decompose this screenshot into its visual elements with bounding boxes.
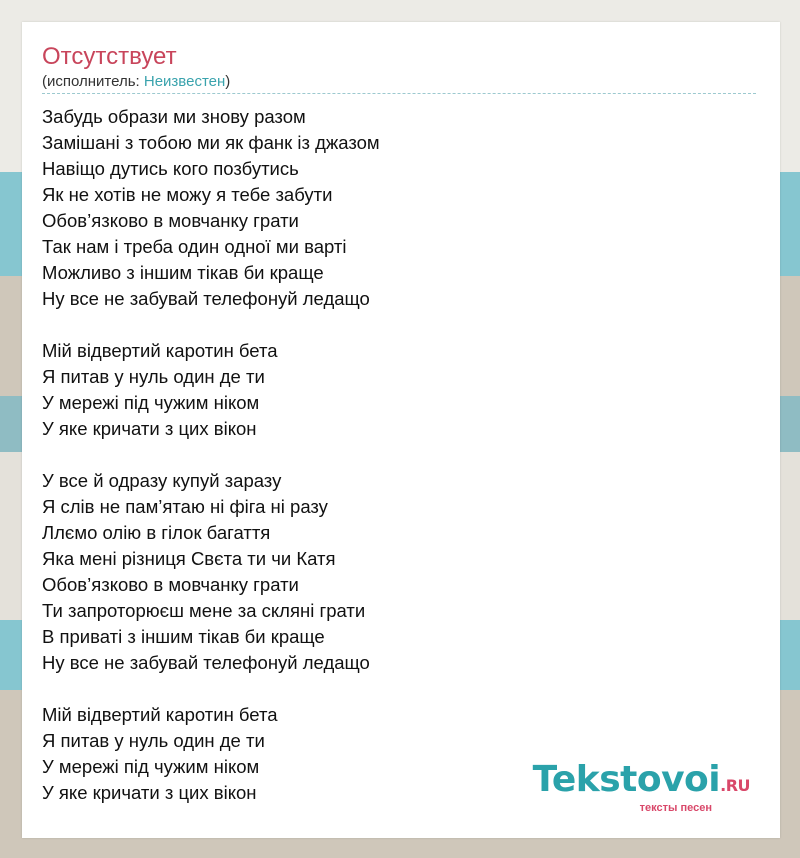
lyric-line: Можливо з іншим тікав би краще	[42, 262, 324, 283]
lyric-line: У все й одразу купуй заразу	[42, 470, 282, 491]
artist-prefix: (исполнитель:	[42, 73, 144, 90]
lyric-line: Забудь образи ми знову разом	[42, 106, 306, 127]
lyric-blank-line	[42, 442, 380, 468]
lyric-line: Як не хотів не можу я тебе забути	[42, 184, 333, 205]
lyric-line: У мережі під чужим ніком	[42, 756, 260, 777]
lyric-line: Навіщо дутись кого позбутись	[42, 158, 299, 179]
lyric-line: Ллємо олію в гілок багаття	[42, 522, 271, 543]
lyric-line: Я питав у нуль один де ти	[42, 730, 265, 751]
lyric-line: У мережі під чужим ніком	[42, 392, 260, 413]
lyric-line: Так нам і треба один одної ми варті	[42, 236, 347, 257]
title-divider	[42, 93, 756, 94]
song-title: Отсутствует	[42, 43, 177, 70]
logo-wordmark: Tekstovoi	[532, 759, 721, 800]
lyric-line: Обов’язково в мовчанку грати	[42, 210, 299, 231]
lyric-line: Мій відвертий каротин бета	[42, 704, 278, 725]
lyric-line: Мій відвертий каротин бета	[42, 340, 278, 361]
lyric-line: Яка мені різниця Свєта ти чи Катя	[42, 548, 336, 569]
lyric-blank-line	[42, 676, 380, 702]
lyric-blank-line	[42, 312, 380, 338]
lyric-line: Ну все не забувай телефонуй ледащо	[42, 652, 370, 673]
lyric-line: Замішані з тобою ми як фанк із джазом	[42, 132, 380, 153]
lyric-line: Ну все не забувай телефонуй ледащо	[42, 288, 370, 309]
lyric-line: Ти запроторюєш мене за скляні грати	[42, 600, 366, 621]
artist-link[interactable]: Неизвестен	[143, 73, 226, 90]
artist-suffix: )	[225, 73, 231, 90]
site-logo[interactable]	[532, 759, 750, 814]
artist-line	[42, 73, 230, 91]
lyric-line: Я слів не пам’ятаю ні фіга ні разу	[42, 496, 328, 517]
logo-tld: .RU	[720, 776, 750, 795]
lyric-line: У яке кричати з цих вікон	[42, 418, 257, 439]
lyric-line: У яке кричати з цих вікон	[42, 782, 257, 803]
lyrics-text	[42, 104, 380, 806]
lyric-line: Обов’язково в мовчанку грати	[42, 574, 299, 595]
lyric-line: В приваті з іншим тікав би краще	[42, 626, 325, 647]
lyrics-card	[22, 22, 780, 838]
logo-tagline: тексты песен	[639, 802, 712, 814]
lyric-line: Я питав у нуль один де ти	[42, 366, 265, 387]
